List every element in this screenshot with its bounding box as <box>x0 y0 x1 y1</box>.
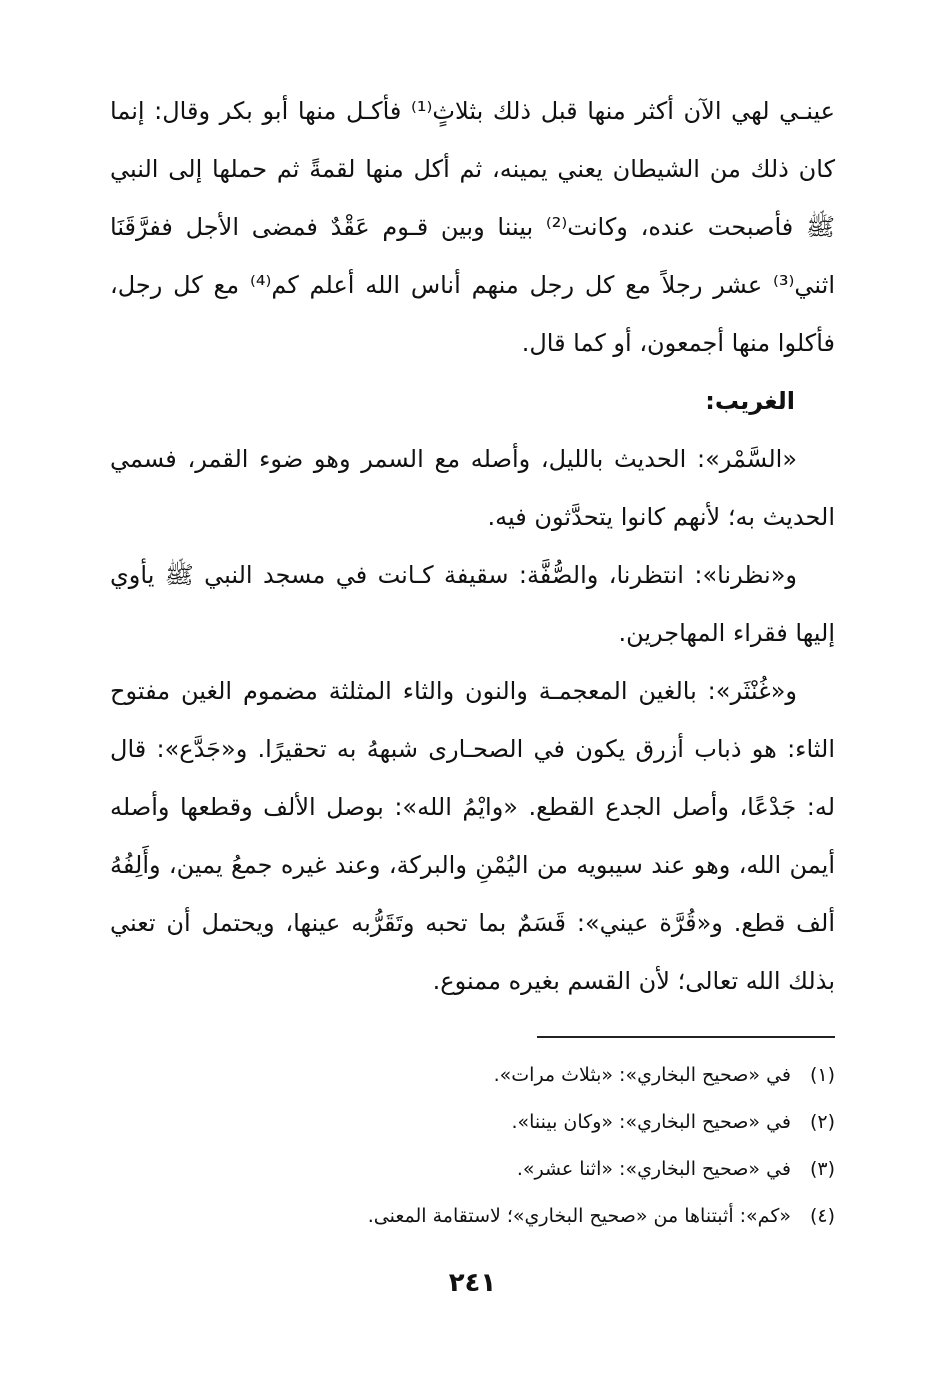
footnote-text: «كم»: أثبتناها من «صحيح البخاري»؛ لاستقامة المعنى. <box>367 1205 791 1227</box>
gharib-paragraph-ghunthar: و«غُنْثَر»: بالغين المعجمـة والنون والثاء المثلثة مضموم الغين مفتوح الثاء: هو ذباب أزرق يكون في الصحـارى شبههُ به تحقيرًا. و«جَدَّع»: قال له: جَدْعًا، وأصل الجدع القطع. «وايْمُ الله»: بوصل الألف وقطعها وأصله أيمن الله، وهو عند سيبويه من اليُمْنِ والبركة، وعند غيره جمعُ يمين، وأَلِفُهُ ألف قطع. و«قُرَّة عيني»: قَسَمٌ بما تحبه وتَقَرُّبه عينها، ويحتمل أن تعني بذلك الله تعالى؛ لأن القسم بغيره ممنوع. <box>110 677 835 995</box>
gharib-paragraph-nazarna: و«نظرنا»: انتظرنا، والصُّفَّة: سقيفة كـانت في مسجد النبي ﷺ يأوي إليها فقراء المهاجرين. <box>110 561 835 647</box>
gharib-heading: الغريب: <box>705 387 795 415</box>
footnote-4 <box>110 1193 835 1240</box>
footnote-text: في «صحيح البخاري»: «اثنا عشر». <box>516 1158 791 1180</box>
footnote-divider <box>537 1036 835 1038</box>
footnote-text: في «صحيح البخاري»: «بثلاث مرات». <box>493 1064 791 1086</box>
main-text <box>110 82 835 1010</box>
footnote-number: (٣) <box>809 1158 835 1180</box>
book-page <box>110 82 835 1322</box>
footnote-number: (٤) <box>809 1205 835 1227</box>
footnote-1 <box>110 1052 835 1099</box>
opening-paragraph: عينـي لهي الآن أكثر منها قبل ذلك بثلاثٍ⁽¹⁾ فأكـل منها أبو بكر وقال: إنما كان ذلك من الشيطان يعني يمينه، ثم أكل منها لقمةً ثم حملها إلى النبي ﷺ فأصبحت عنده، وكانت⁽²⁾ بيننا وبين قـوم عَقْدٌ فمضى الأجل ففرَّقَنَا اثني⁽³⁾ عشر رجلاً مع كل رجل منهم أناس الله أعلم كم⁽⁴⁾ مع كل رجل، فأكلوا منها أجمعون، أو كما قال. <box>110 97 836 357</box>
page-number: ٢٤١ <box>448 1268 497 1298</box>
footnotes <box>110 1052 835 1240</box>
footnote-2 <box>110 1099 835 1146</box>
footnote-number: (٢) <box>809 1111 835 1133</box>
gharib-paragraph-samr: «السَّمْر»: الحديث بالليل، وأصله مع السمر وهو ضوء القمر، فسمي الحديث به؛ لأنهم كانوا يتحدَّثون فيه. <box>110 445 835 531</box>
footnote-3 <box>110 1146 835 1193</box>
footnote-text: في «صحيح البخاري»: «وكان بيننا». <box>511 1111 791 1133</box>
footnote-number: (١) <box>809 1064 835 1086</box>
